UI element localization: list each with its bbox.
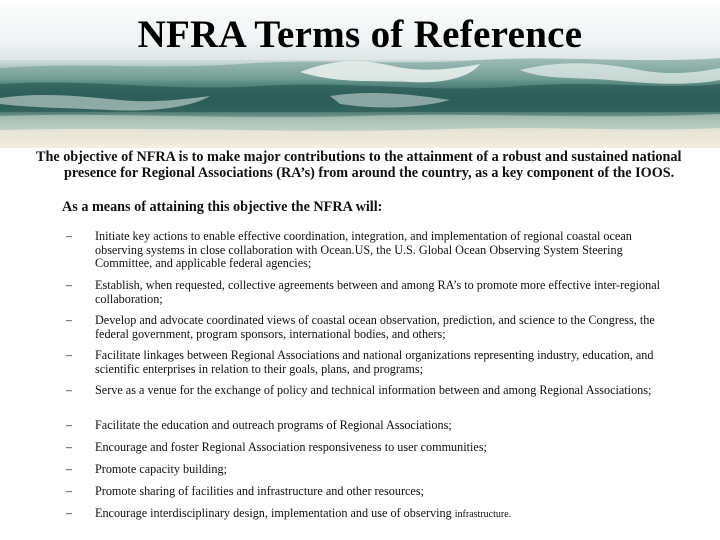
list-item-text-main: Encourage interdisciplinary design, implementation and use of observing <box>95 506 452 520</box>
list-item <box>66 419 676 433</box>
list-item <box>66 314 676 341</box>
list-item <box>66 485 676 499</box>
dash-bullet: – <box>66 418 73 432</box>
list-item-text-tail: infrastructure. <box>454 509 512 520</box>
list-item-text: Facilitate linkages between Regional Associations and national organizations representing industry, education, and scientific enterprises in relation to their goals, plans, and programs; <box>95 348 654 376</box>
list-item-text: Promote capacity building; <box>95 462 228 476</box>
list-item-text <box>95 507 676 522</box>
dash-bullet: – <box>66 348 73 362</box>
list-item-text: Serve as a venue for the exchange of policy and technical information between and among Regional Associations; <box>95 383 652 397</box>
lead-sentence: As a means of attaining this objective the NFRA will: <box>62 199 383 215</box>
dash-bullet: – <box>66 462 73 476</box>
page-title: NFRA Terms of Reference <box>137 13 583 56</box>
dash-bullet: – <box>66 484 73 498</box>
dash-bullet: – <box>66 313 73 327</box>
dash-bullet: – <box>66 278 73 292</box>
list-item-text: Develop and advocate coordinated views of coastal ocean observation, prediction, and science to the Congress, the federal government, program sponsors, international bodies, and others; <box>95 313 655 341</box>
list-item <box>66 463 676 477</box>
list-item <box>66 507 676 522</box>
objective-paragraph: The objective of NFRA is to make major contributions to the attainment of a robust and sustained national presence for Regional Associations (RA’s) from around the country, as a key component of the IOOS. <box>36 149 682 181</box>
list-item-text: Initiate key actions to enable effective coordination, integration, and implementation of regional coastal ocean observing systems in close collaboration with Ocean.US, the U.S. Global Ocean Observing System Steering Committee, and applicable federal agencies; <box>95 229 632 271</box>
dash-bullet: – <box>66 506 73 520</box>
list-item <box>66 230 676 271</box>
list-item <box>66 349 676 376</box>
list-item <box>66 279 676 306</box>
list-item-text: Establish, when requested, collective agreements between and among RA’s to promote more effective inter-regional collaboration; <box>95 278 661 306</box>
list-item-text: Promote sharing of facilities and infrastructure and other resources; <box>95 484 424 498</box>
list-item <box>66 441 676 455</box>
list-item <box>66 384 676 398</box>
dash-bullet: – <box>66 229 73 243</box>
list-item-text: Facilitate the education and outreach programs of Regional Associations; <box>95 418 452 432</box>
list-item-text: Encourage and foster Regional Association responsiveness to user communities; <box>95 440 487 454</box>
dash-bullet: – <box>66 440 73 454</box>
dash-bullet: – <box>66 383 73 397</box>
